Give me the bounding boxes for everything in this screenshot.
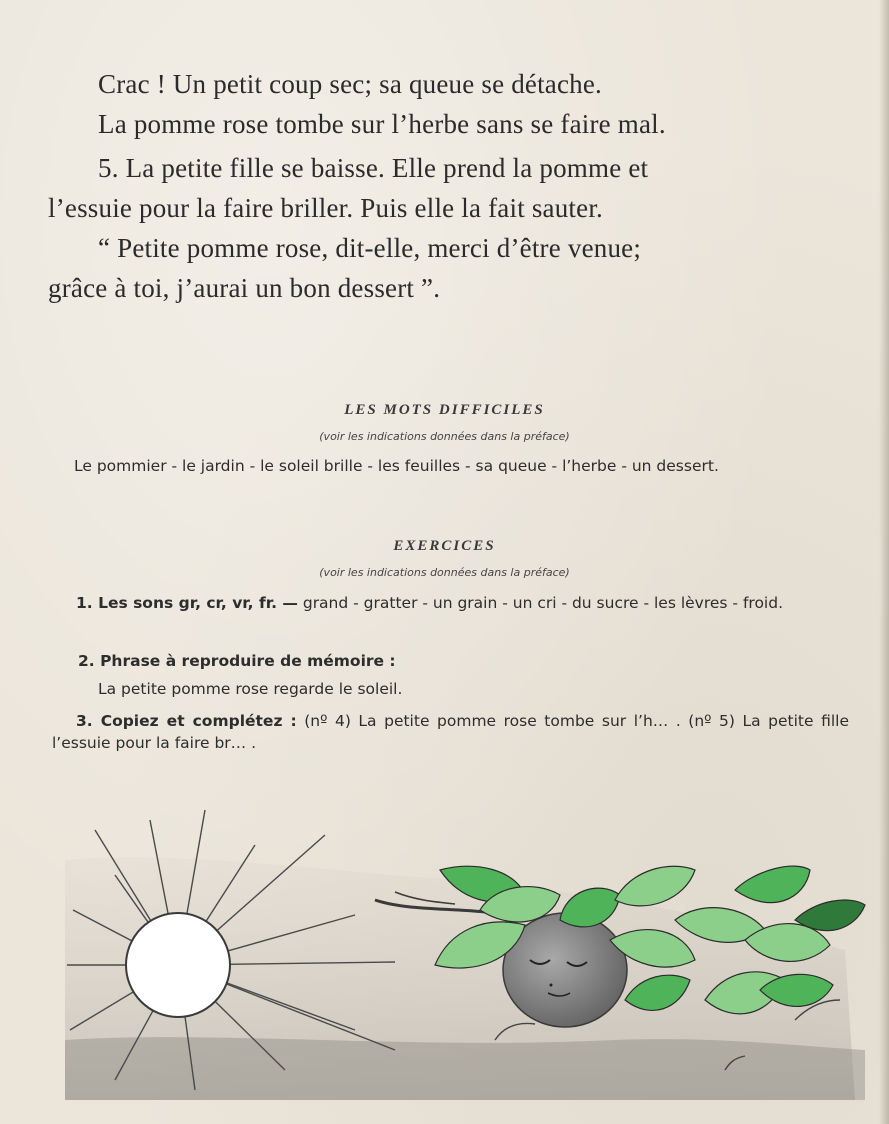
exercise-1 xyxy=(52,592,849,614)
exercise-1-text: grand - gratter - un grain - un cri - du sucre - les lèvres - froid. xyxy=(297,594,783,612)
mots-difficiles-title: LES MOTS DIFFICILES xyxy=(344,402,545,418)
exercise-3-label: 3. Copiez et complétez : xyxy=(76,712,297,730)
mots-difficiles-subtitle: (voir les indications données dans la préface) xyxy=(319,430,570,443)
exercices-subtitle: (voir les indications données dans la préface) xyxy=(319,566,570,579)
mots-difficiles-text: Le pommier - le jardin - le soleil brille - les feuilles - sa queue - l’herbe - un dessert. xyxy=(74,457,719,475)
story-line-4: l’essuie pour la faire briller. Puis elle la fait sauter. xyxy=(48,193,603,223)
story-line-3: 5. La petite fille se baisse. Elle prend la pomme et xyxy=(98,153,649,183)
exercise-1-label: 1. Les sons gr, cr, vr, fr. — xyxy=(76,594,298,612)
exercices-title: EXERCICES xyxy=(393,538,496,554)
story-text xyxy=(48,64,848,308)
story-line-6: grâce à toi, j’aurai un bon dessert ”. xyxy=(48,273,441,303)
exercise-3-text: (nº 4) La petite pomme rose tombe sur l’h… . (nº 5) La petite fille l’essuie pour la faire br… . xyxy=(52,712,849,752)
illustration-sun-and-apple xyxy=(55,800,875,1100)
story-line-5: “ Petite pomme rose, dit-elle, merci d’être venue; xyxy=(98,233,642,263)
exercise-2-label: 2. Phrase à reproduire de mémoire : xyxy=(78,652,396,670)
sun-disc xyxy=(126,913,230,1017)
ground-shading-dark xyxy=(65,1037,865,1100)
page-edge-shadow xyxy=(879,0,889,1124)
story-line-1: Crac ! Un petit coup sec; sa queue se détache. xyxy=(98,69,602,99)
exercise-3 xyxy=(52,710,849,754)
exercise-2-text: La petite pomme rose regarde le soleil. xyxy=(98,680,403,698)
story-line-2: La pomme rose tombe sur l’herbe sans se faire mal. xyxy=(98,109,666,139)
